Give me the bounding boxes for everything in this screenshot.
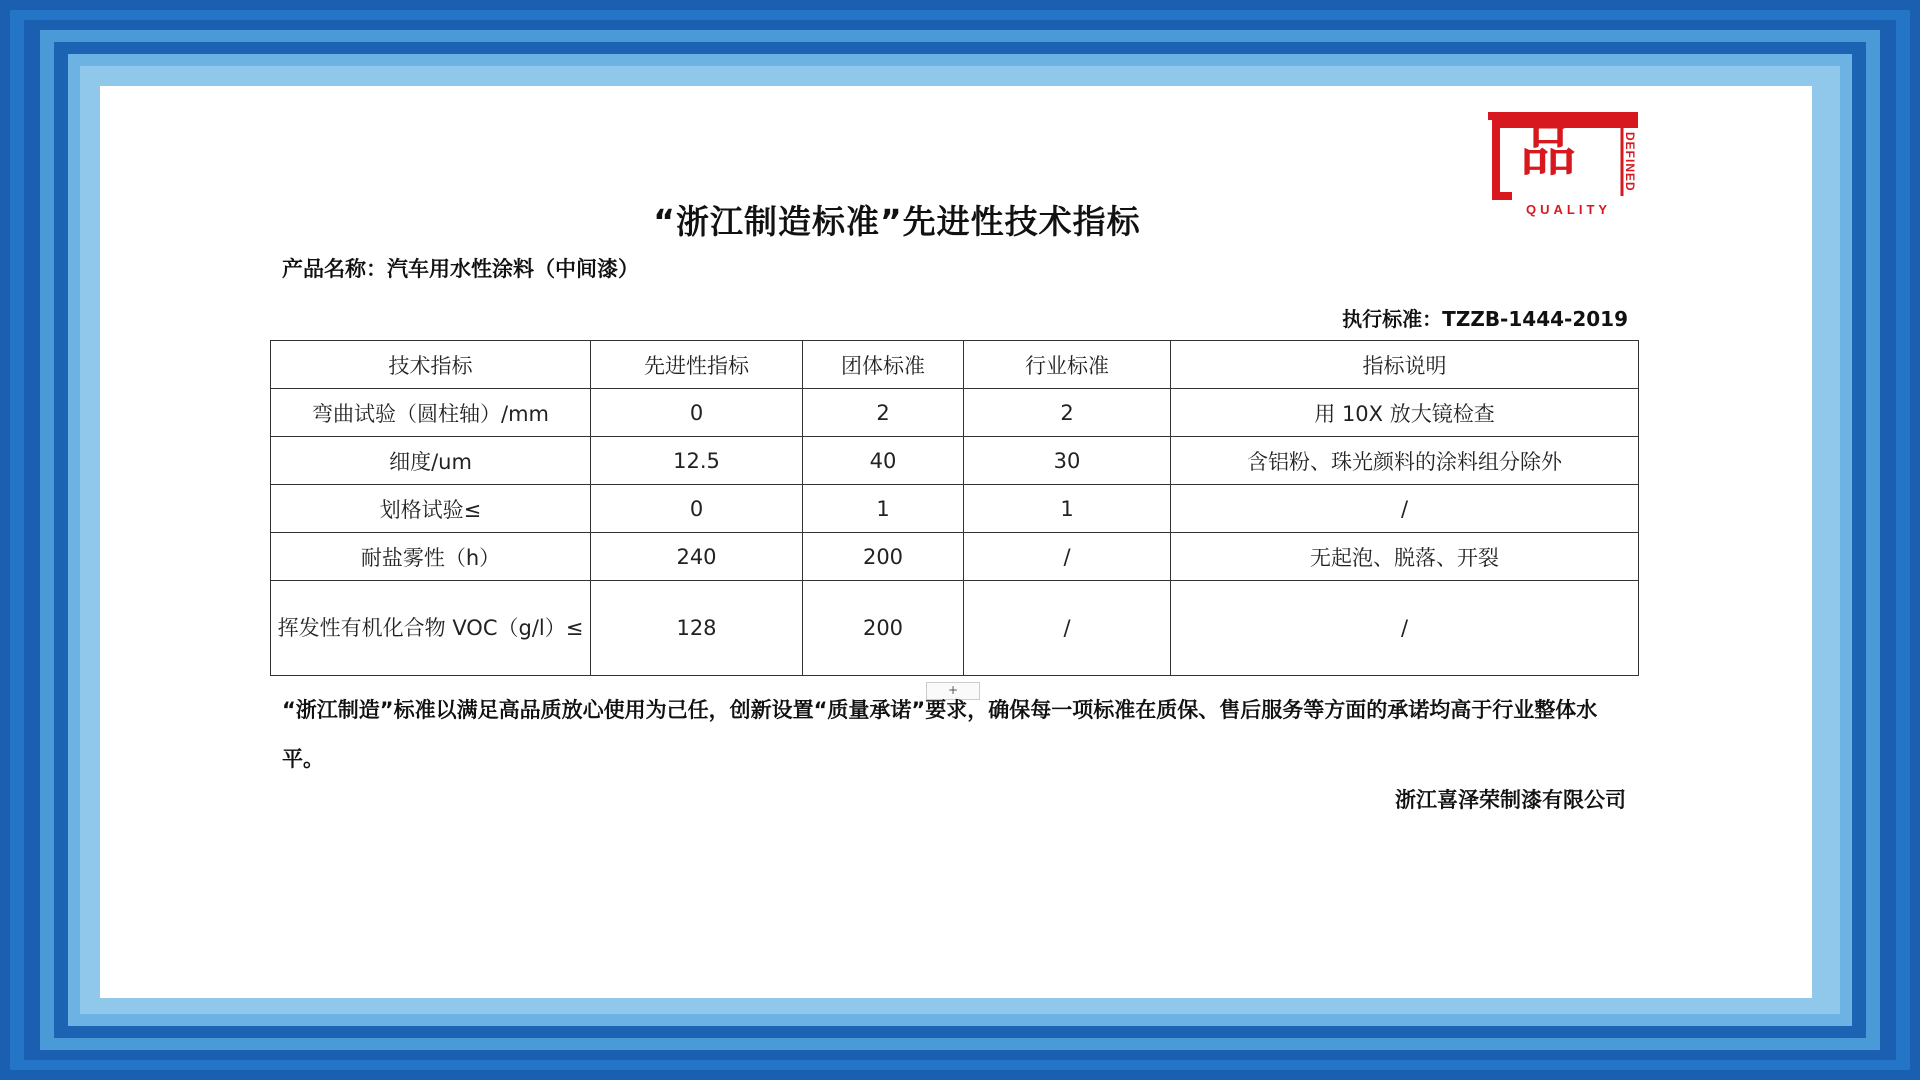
header-cell: 技术指标 xyxy=(271,341,591,389)
table-cell: 1 xyxy=(803,485,964,533)
table-cell: 200 xyxy=(803,581,964,676)
logo-bottom-text: QUALITY xyxy=(1526,202,1612,217)
document-title: “浙江制造标准”先进性技术指标 xyxy=(653,202,1141,241)
table-cell: 0 xyxy=(591,485,803,533)
table-cell: 含铝粉、珠光颜料的涂料组分除外 xyxy=(1171,437,1639,485)
table-cell: 弯曲试验（圆柱轴）/mm xyxy=(271,389,591,437)
table-row xyxy=(271,533,1639,581)
header-cell: 指标说明 xyxy=(1171,341,1639,389)
table-cell: 无起泡、脱落、开裂 xyxy=(1171,533,1639,581)
table-row xyxy=(271,485,1639,533)
header-cell: 行业标准 xyxy=(964,341,1171,389)
table-row xyxy=(271,437,1639,485)
commitment-note: “浙江制造”标准以满足高品质放心使用为己任，创新设置“质量承诺”要求，确保每一项标准在质保、售后服务等方面的承诺均高于行业整体水平。 xyxy=(282,698,1598,771)
table-row xyxy=(271,389,1639,437)
table-cell: 12.5 xyxy=(591,437,803,485)
table-cell: 1 xyxy=(964,485,1171,533)
header-cell: 团体标准 xyxy=(803,341,964,389)
table-cell: 30 xyxy=(964,437,1171,485)
execution-standard: 执行标准：TZZB-1444-2019 xyxy=(1342,307,1628,331)
table-cell: 40 xyxy=(803,437,964,485)
table-cell: 用 10X 放大镜检查 xyxy=(1171,389,1639,437)
table-cell: / xyxy=(964,581,1171,676)
product-name: 产品名称：汽车用水性涂料（中间漆） xyxy=(282,257,639,281)
table-header-row xyxy=(271,341,1639,389)
svg-text:品: 品 xyxy=(1520,118,1576,184)
table-cell: 2 xyxy=(964,389,1171,437)
table-cell: 挥发性有机化合物 VOC（g/l）≤ xyxy=(271,581,591,676)
table-cell: 耐盐雾性（h） xyxy=(271,533,591,581)
table-cell: 240 xyxy=(591,533,803,581)
logo-side-text: DEFINED xyxy=(1623,132,1637,192)
table-cell: 细度/um xyxy=(271,437,591,485)
table-cell: 0 xyxy=(591,389,803,437)
table-row xyxy=(271,581,1639,676)
table-cell: 2 xyxy=(803,389,964,437)
table-cell: / xyxy=(964,533,1171,581)
table-cell: / xyxy=(1171,581,1639,676)
header-cell: 先进性指标 xyxy=(591,341,803,389)
table-cell: 128 xyxy=(591,581,803,676)
company-name: 浙江喜泽荣制漆有限公司 xyxy=(1395,788,1626,812)
spec-table xyxy=(270,340,1639,676)
table-cell: 200 xyxy=(803,533,964,581)
table-cell: / xyxy=(1171,485,1639,533)
table-insert-handle[interactable]: + xyxy=(926,682,980,700)
table-cell: 划格试验≤ xyxy=(271,485,591,533)
